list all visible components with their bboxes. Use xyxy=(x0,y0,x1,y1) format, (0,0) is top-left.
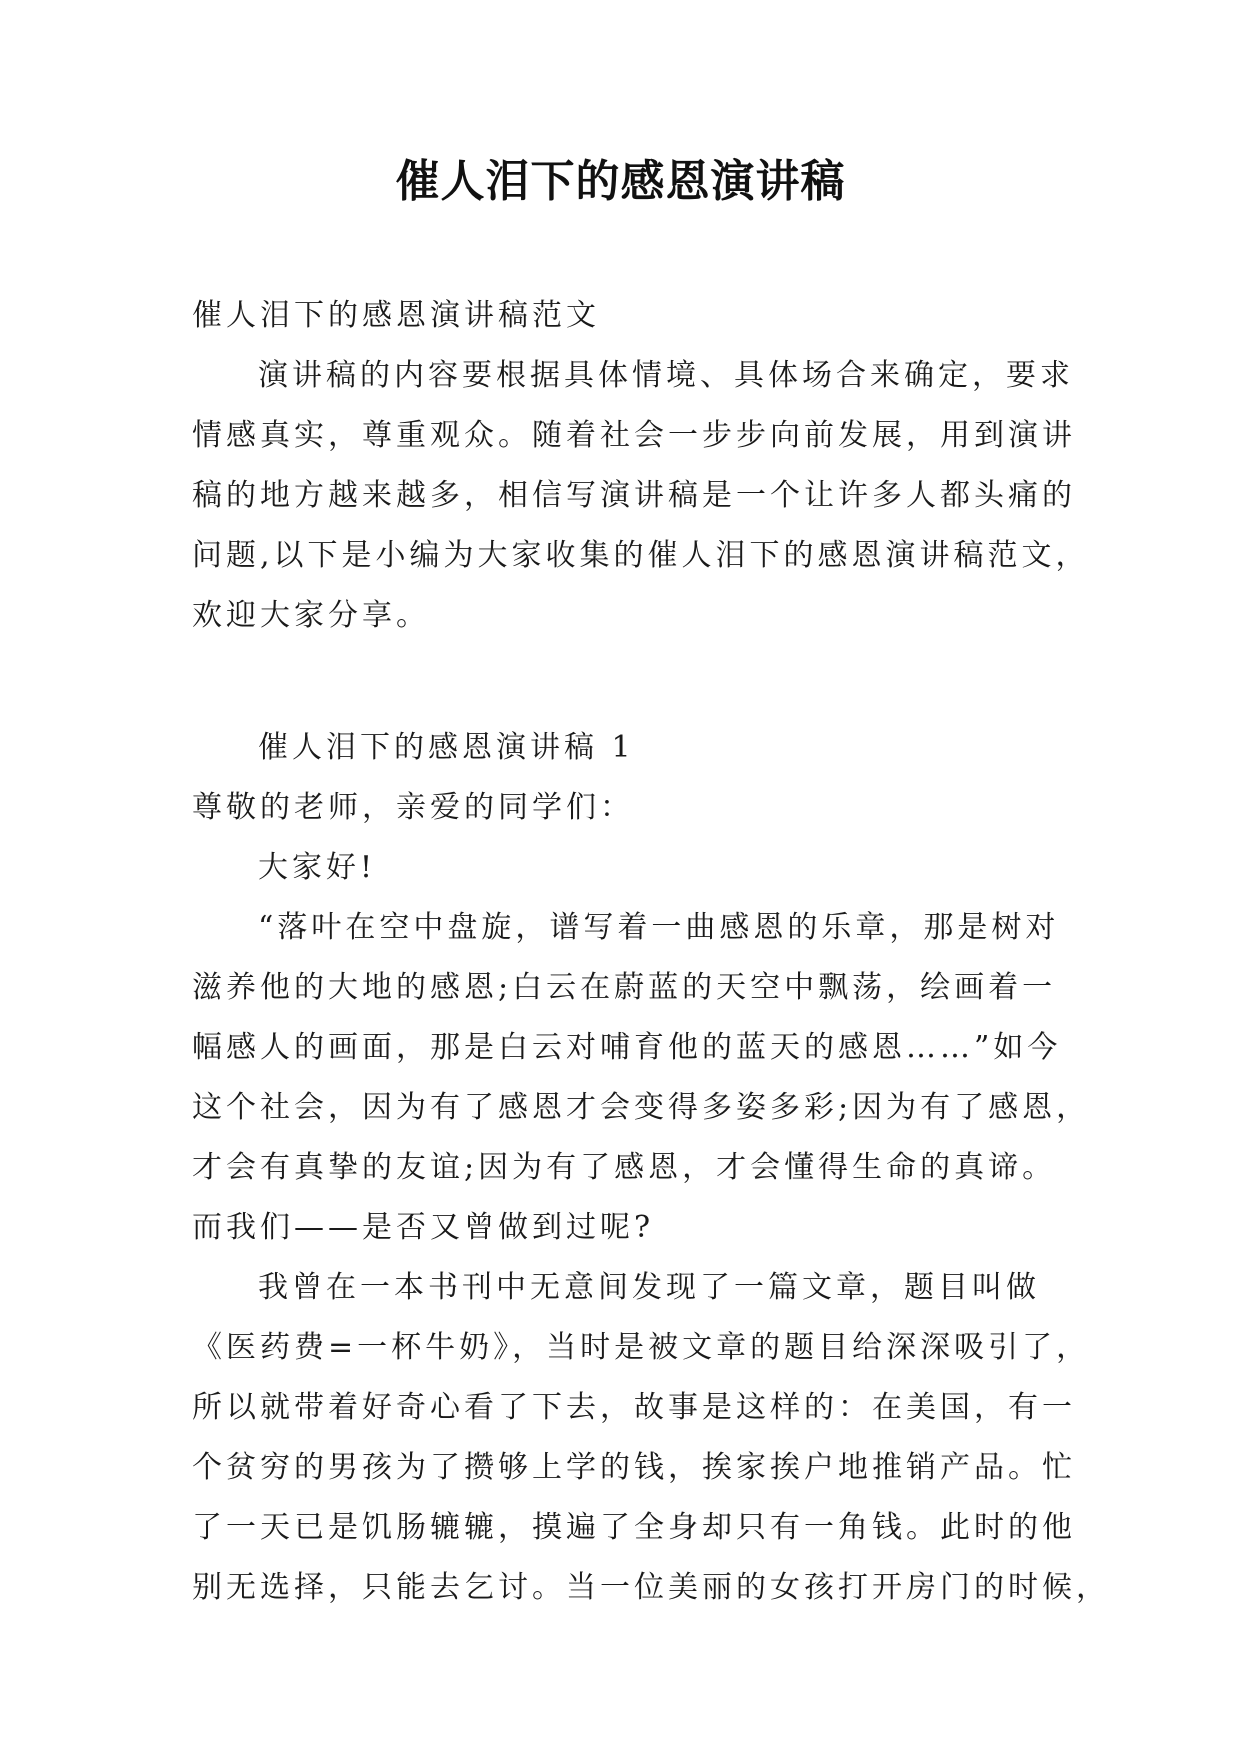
subtitle-line: 催人泪下的感恩演讲稿范文 xyxy=(192,298,600,333)
paragraph-line: 了一天已是饥肠辘辘，摸遍了全身却只有一角钱。此时的他 xyxy=(192,1510,1076,1545)
paragraph-line: 所以就带着好奇心看了下去，故事是这样的：在美国，有一 xyxy=(192,1390,1076,1425)
paragraph-line: 稿的地方越来越多，相信写演讲稿是一个让许多人都头痛的 xyxy=(192,478,1076,513)
paragraph-line: 个贫穷的男孩为了攒够上学的钱，挨家挨户地推销产品。忙 xyxy=(192,1450,1076,1485)
paragraph-line: 《医药费=一杯牛奶》，当时是被文章的题目给深深吸引了， xyxy=(192,1330,1091,1365)
paragraph-line: 情感真实，尊重观众。随着社会一步步向前发展，用到演讲 xyxy=(192,418,1076,453)
paragraph-line: 别无选择，只能去乞讨。当一位美丽的女孩打开房门的时候， xyxy=(192,1570,1110,1605)
paragraph-line: 而我们——是否又曾做到过呢? xyxy=(192,1210,655,1245)
paragraph-line: 我曾在一本书刊中无意间发现了一篇文章，题目叫做 xyxy=(258,1270,1040,1305)
paragraph-line: 幅感人的画面，那是白云对哺育他的蓝天的感恩……”如今 xyxy=(192,1030,1062,1065)
paragraph-line: 问题,以下是小编为大家收集的催人泪下的感恩演讲稿范文， xyxy=(192,538,1090,573)
paragraph-line: 欢迎大家分享。 xyxy=(192,598,430,633)
salutation-line: 尊敬的老师，亲爱的同学们： xyxy=(192,790,634,825)
paragraph-line: 滋养他的大地的感恩;白云在蔚蓝的天空中飘荡，绘画着一 xyxy=(192,970,1057,1005)
document-body xyxy=(192,286,1110,1618)
section-heading: 催人泪下的感恩演讲稿 1 xyxy=(258,730,635,765)
paragraph-line: 演讲稿的内容要根据具体情境、具体场合来确定，要求 xyxy=(258,358,1074,393)
paragraph-line: 这个社会，因为有了感恩才会变得多姿多彩;因为有了感恩， xyxy=(192,1090,1091,1125)
section-gap xyxy=(192,646,1062,718)
document-title: 催人泪下的感恩演讲稿 xyxy=(395,156,846,207)
paragraph-line: “落叶在空中盘旋，谱写着一曲感恩的乐章，那是树对 xyxy=(258,910,1060,945)
paragraph-line: 才会有真挚的友谊;因为有了感恩，才会懂得生命的真谛。 xyxy=(192,1150,1057,1185)
greeting-line: 大家好! xyxy=(258,850,377,885)
